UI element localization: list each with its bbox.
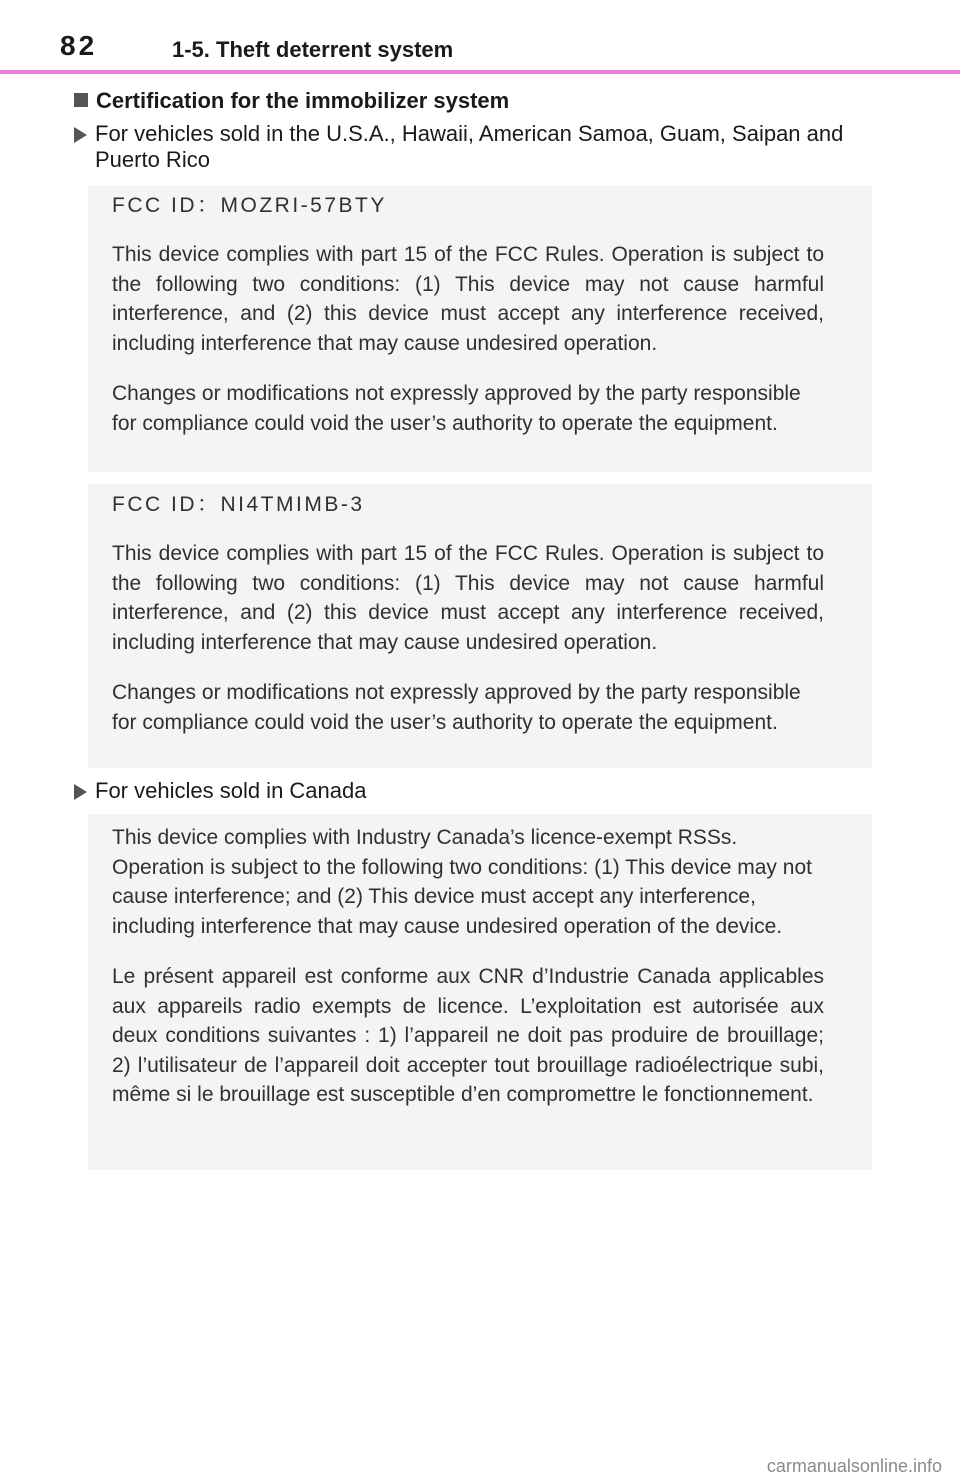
square-bullet-icon (74, 93, 88, 107)
page-number: 82 (60, 30, 98, 61)
bullet-usa-text: For vehicles sold in the U.S.A., Hawaii, American Samoa, Guam, Saipan and Puerto Rico (95, 121, 844, 172)
fcc-notice-box-1 (88, 186, 872, 472)
fcc-id-1: FCC ID：MOZRI-57BTY (112, 194, 387, 217)
bullet-usa (74, 121, 894, 173)
header-rule (0, 70, 960, 74)
page-header (0, 0, 960, 76)
canada-notice-french: Le présent appareil est conforme aux CNR d’Industrie Canada applicables aux appareils radio exempts de licence. L’exploitation est autorisée aux deux conditions suivantes : 1) l’appareil ne doit pas produire de brouillage; 2) l’utilisateur de l’appareil doit accepter tout brouillage radioélectrique subi, même si le brouillage est susceptible d’en compromettre le fonctionnement. (112, 965, 824, 1106)
triangle-bullet-icon (74, 784, 87, 800)
triangle-bullet-icon (74, 127, 87, 143)
bullet-canada-text: For vehicles sold in Canada (95, 778, 367, 803)
fcc-changes-1: Changes or modifications not expressly approved by the party responsible for compliance could void the user’s authority to operate the equipment. (112, 382, 801, 435)
fcc-notice-box-2 (88, 484, 872, 768)
section-heading (74, 88, 509, 114)
fcc-id-2: FCC ID：NI4TMIMB-3 (112, 493, 365, 516)
fcc-compliance-1: This device complies with part 15 of the FCC Rules. Operation is subject to the following two conditions: (1) This device may not cause harmful interference, and (2) this device must accept any interference received, including interference that may cause undesired operation. (112, 243, 824, 355)
section-heading-text: Certification for the immobilizer system (96, 88, 510, 113)
fcc-compliance-2: This device complies with part 15 of the FCC Rules. Operation is subject to the following two conditions: (1) This device may not cause harmful interference, and (2) this device must accept any interference received, including interference that may cause undesired operation. (112, 542, 824, 654)
chapter-title: 1-5. Theft deterrent system (172, 37, 454, 62)
canada-notice-english: This device complies with Industry Canada’s licence-exempt RSSs. Operation is subject to the following two conditions: (1) This device may not cause interference; and (2) This device must accept any interference, including interference that may cause undesired operation of the device. (112, 826, 812, 938)
canada-notice-box (88, 814, 872, 1170)
fcc-changes-2: Changes or modifications not expressly approved by the party responsible for compliance could void the user’s authority to operate the equipment. (112, 681, 801, 734)
bullet-canada (74, 778, 894, 804)
watermark: carmanualsonline.info (766, 1456, 942, 1476)
